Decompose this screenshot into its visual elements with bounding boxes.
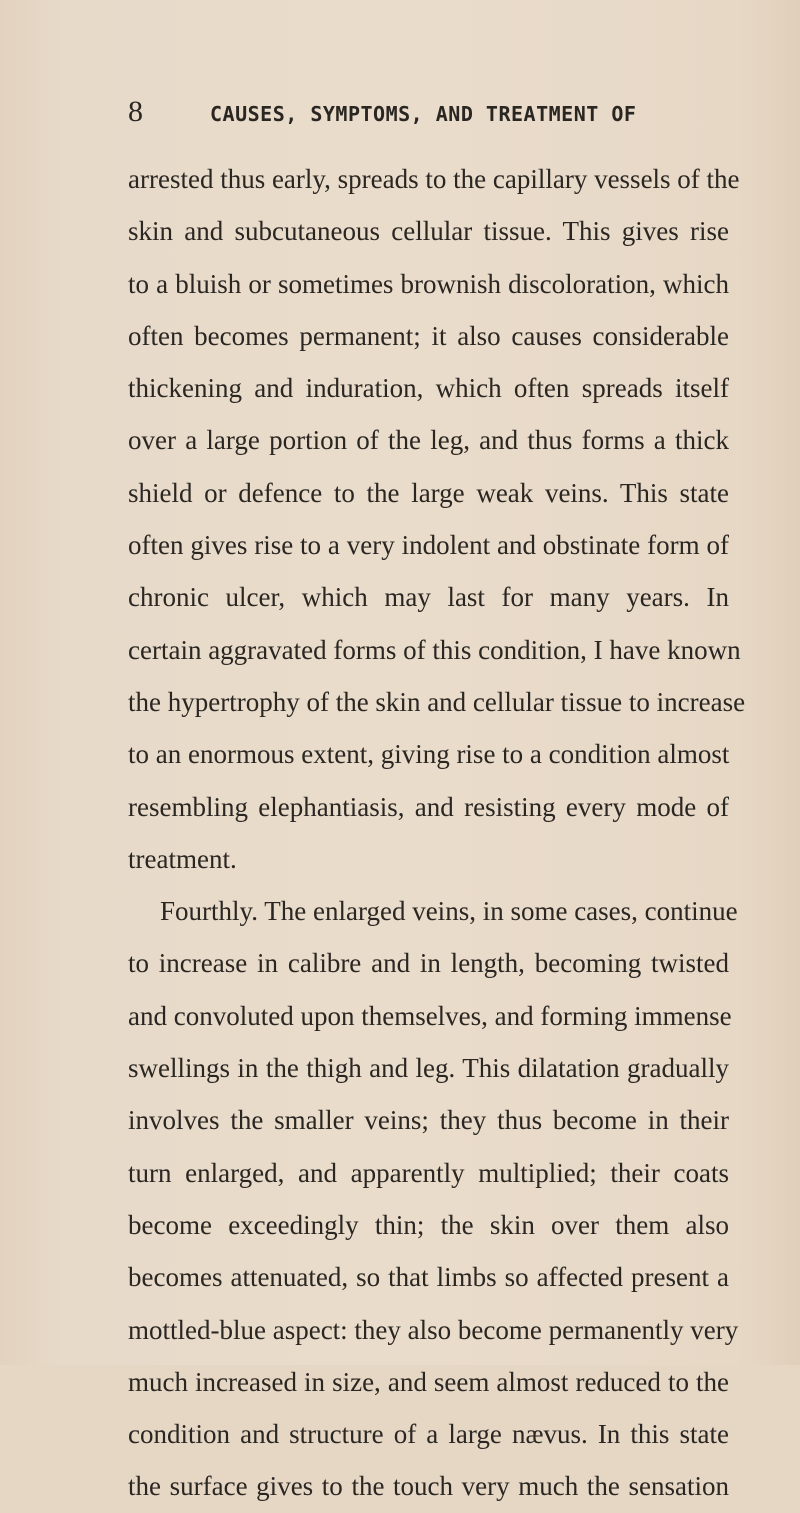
text-line: to an enormous extent, giving rise to a condition almost — [128, 739, 730, 770]
running-head: CAUSES, SYMPTOMS, AND TREATMENT OF — [210, 102, 637, 126]
text-line: much increased in size, and seem almost reduced to the — [128, 1366, 729, 1397]
page-number: 8 — [128, 95, 143, 128]
text-line: swellings in the thigh and leg. This dilatation gradually — [128, 1053, 729, 1084]
text-line: to increase in calibre and in length, becoming twisted — [128, 948, 729, 979]
text-line: and convoluted upon themselves, and forming immense — [128, 1000, 732, 1031]
text-line: often becomes permanent; it also causes considerable — [128, 320, 729, 351]
text-line: arrested thus early, spreads to the capillary vessels of the — [128, 164, 740, 194]
text-line: become exceedingly thin; the skin over them also — [128, 1209, 729, 1240]
text-line: becomes attenuated, so that limbs so affected present a — [128, 1262, 729, 1293]
text-line-paragraph-end: treatment. — [128, 843, 237, 874]
page-header — [0, 92, 800, 132]
text-line: over a large portion of the leg, and thus forms a thick — [128, 425, 729, 456]
text-line: thickening and induration, which often spreads itself — [128, 373, 729, 404]
body-text — [128, 153, 746, 1513]
text-line: condition and structure of a large nævus. In this state — [128, 1419, 729, 1450]
text-line: to a bluish or sometimes brownish discoloration, which — [128, 268, 729, 299]
text-line: mottled-blue aspect: they also become permanently very — [128, 1314, 739, 1345]
text-line: shield or defence to the large weak veins. This state — [128, 477, 729, 508]
text-line: often gives rise to a very indolent and obstinate form of — [128, 530, 729, 561]
text-line: involves the smaller veins; they thus become in their — [128, 1105, 729, 1136]
text-line: skin and subcutaneous cellular tissue. This gives rise — [128, 216, 729, 247]
text-line: chronic ulcer, which may last for many years. In — [128, 582, 729, 613]
text-line: the surface gives to the touch very much the sensation — [128, 1471, 729, 1502]
text-line-paragraph-start: Fourthly. The enlarged veins, in some cases, continue — [160, 896, 738, 927]
text-line: the hypertrophy of the skin and cellular tissue to increase — [128, 686, 746, 717]
text-line: certain aggravated forms of this condition, I have known — [128, 634, 741, 665]
text-line: turn enlarged, and apparently multiplied; their coats — [128, 1157, 729, 1188]
text-line: resembling elephantiasis, and resisting every mode of — [128, 791, 729, 822]
